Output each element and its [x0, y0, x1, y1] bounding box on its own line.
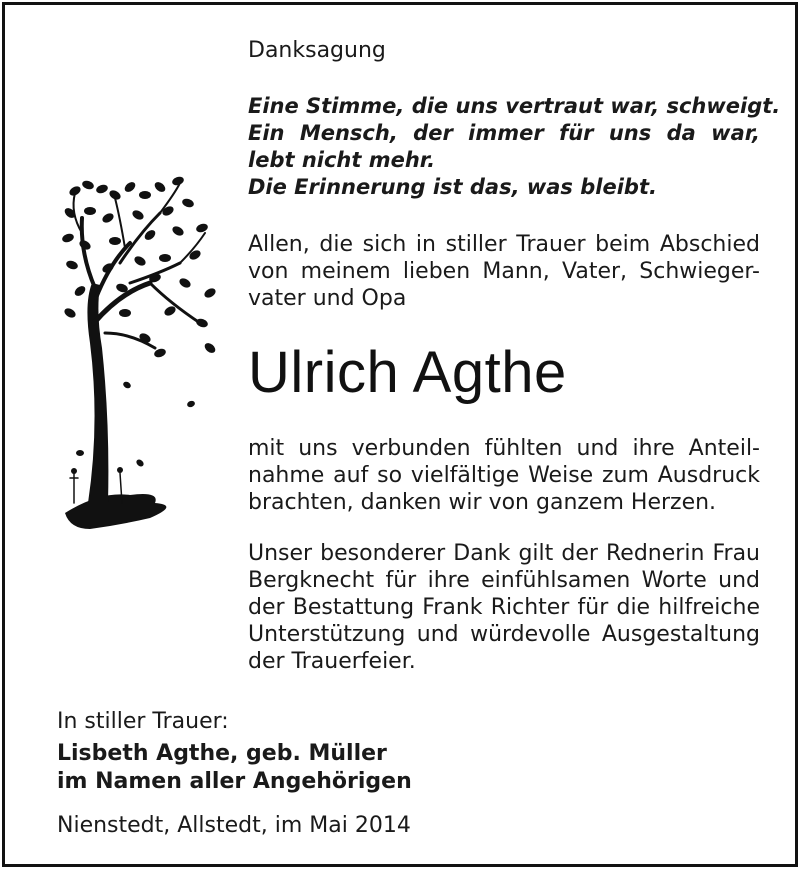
special-thanks-line: Unterstützung und würdevolle Ausgestaltung — [248, 622, 760, 647]
special-thanks-line: Bergknecht für ihre einfühlsamen Worte und — [248, 568, 760, 593]
special-thanks-line: Unser besonderer Dank gilt der Rednerin Frau — [248, 541, 760, 566]
signature-line: im Namen aller Angehörigen — [57, 769, 412, 794]
place-and-date: Nienstedt, Allstedt, im Mai 2014 — [57, 813, 411, 838]
intro-line: von meinem lieben Mann, Vater, Schwieger- — [248, 259, 760, 284]
thanks-paragraph — [248, 435, 760, 516]
poem-line: Ein Mensch, der immer für uns da war, — [248, 121, 760, 145]
poem — [248, 93, 781, 201]
special-thanks-paragraph — [248, 540, 760, 675]
special-thanks-line: der Trauerfeier. — [248, 649, 416, 674]
thanks-line: brachten, danken wir von ganzem Herzen. — [248, 490, 717, 515]
signature-line: Lisbeth Agthe, geb. Müller — [57, 741, 387, 766]
poem-line: Eine Stimme, die uns vertraut war, schweigt. — [248, 94, 781, 118]
intro-line: Allen, die sich in stiller Trauer beim Abschied — [248, 232, 760, 257]
thanks-line: nahme auf so vielfältige Weise zum Ausdruck — [248, 463, 760, 488]
deceased-name: Ulrich Agthe — [248, 340, 567, 405]
poem-line: lebt nicht mehr. — [248, 148, 436, 172]
obituary-frame — [2, 2, 798, 867]
thanks-line: mit uns verbunden fühlten und ihre Anteil- — [248, 436, 760, 461]
intro-line: vater und Opa — [248, 286, 407, 311]
in-mourning-label: In stiller Trauer: — [57, 709, 229, 734]
signature — [57, 740, 412, 796]
poem-line: Die Erinnerung ist das, was bleibt. — [248, 175, 657, 199]
intro-text — [248, 231, 760, 312]
tree-with-falling-leaves-icon — [60, 173, 220, 538]
special-thanks-line: der Bestattung Frank Richter für die hilfreiche — [248, 595, 760, 620]
heading: Danksagung — [248, 38, 386, 63]
